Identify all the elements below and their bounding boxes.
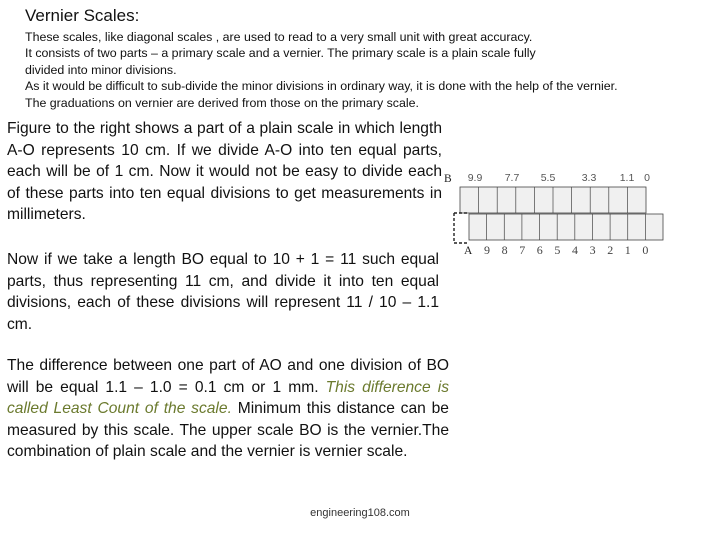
vernier-number: 5.5 (540, 172, 556, 184)
main-scale-number: 2 (607, 243, 614, 257)
paragraph-least-count (7, 355, 449, 463)
intro-line: These scales, like diagonal scales , are used to read to a very small unit with great accuracy. (25, 30, 533, 44)
footer-credit: engineering108.com (310, 507, 410, 519)
least-count-summary: Minimum this distance can be measured by this scale. The upper scale BO is the vernier.The combination of plain scale and the vernier is vernier scale. (7, 400, 449, 461)
least-count-intro: The difference between one part of AO and one division of BO will be equal 1.1 – 1.0 = 0.1 cm or 1 mm. (7, 357, 449, 396)
least-count-definition: This difference is called Least Count of the scale. (7, 378, 449, 418)
paragraph-plain-scale: Figure to the right shows a part of a plain scale in which length A-O represents 10 cm. If we divide A-O into ten equal parts, each will be of 1 cm. Now it would not be easy to divide each of these parts into ten equal divisions to get measurements in millimeters. (7, 120, 442, 224)
vernier-number: 0 (644, 172, 650, 184)
projection-bracket (454, 213, 469, 243)
main-scale-number: 0 (642, 243, 649, 257)
vernier-bar (460, 187, 646, 213)
main-scale-number: 4 (572, 243, 578, 257)
vernier-number: 9.9 (467, 172, 483, 184)
main-scale-number: 8 (501, 243, 508, 257)
vernier-number: 3.3 (581, 172, 597, 184)
paragraph-vernier-length: Now if we take a length BO equal to 10 + 1 = 11 such equal parts, thus representing 11 cm, and divide it into ten equal divisions, each of these divisions will represent 11 / 10 – 1.1 cm. (7, 251, 439, 333)
vernier-number: 7.7 (504, 172, 520, 184)
main-scale-bar (469, 214, 663, 240)
intro-line: It consists of two parts – a primary scale and a vernier. The primary scale is a plain scale fully (25, 46, 536, 61)
main-scale-number: 1 (624, 243, 631, 257)
vernier-number: 1.1 (619, 172, 635, 184)
scale-shapes (454, 187, 663, 243)
vernier-numbers (468, 172, 650, 184)
slide-title: Vernier Scales: (25, 6, 140, 25)
label-b: B (444, 173, 452, 185)
intro-line: As it would be difficult to sub-divide the minor divisions in ordinary way, it is done with the help of the vernier. (25, 79, 618, 94)
main-scale-number: 6 (536, 243, 543, 257)
main-scale-number: 7 (519, 243, 526, 257)
intro-text (25, 29, 715, 111)
main-scale-numbers (484, 243, 648, 257)
intro-line: The graduations on vernier are derived from those on the primary scale. (25, 95, 419, 110)
main-scale-number: 5 (554, 243, 561, 257)
label-a: A (464, 245, 473, 257)
main-scale-number: 3 (589, 243, 596, 257)
intro-line: divided into minor divisions. (25, 62, 177, 77)
main-scale-number: 9 (484, 243, 490, 257)
